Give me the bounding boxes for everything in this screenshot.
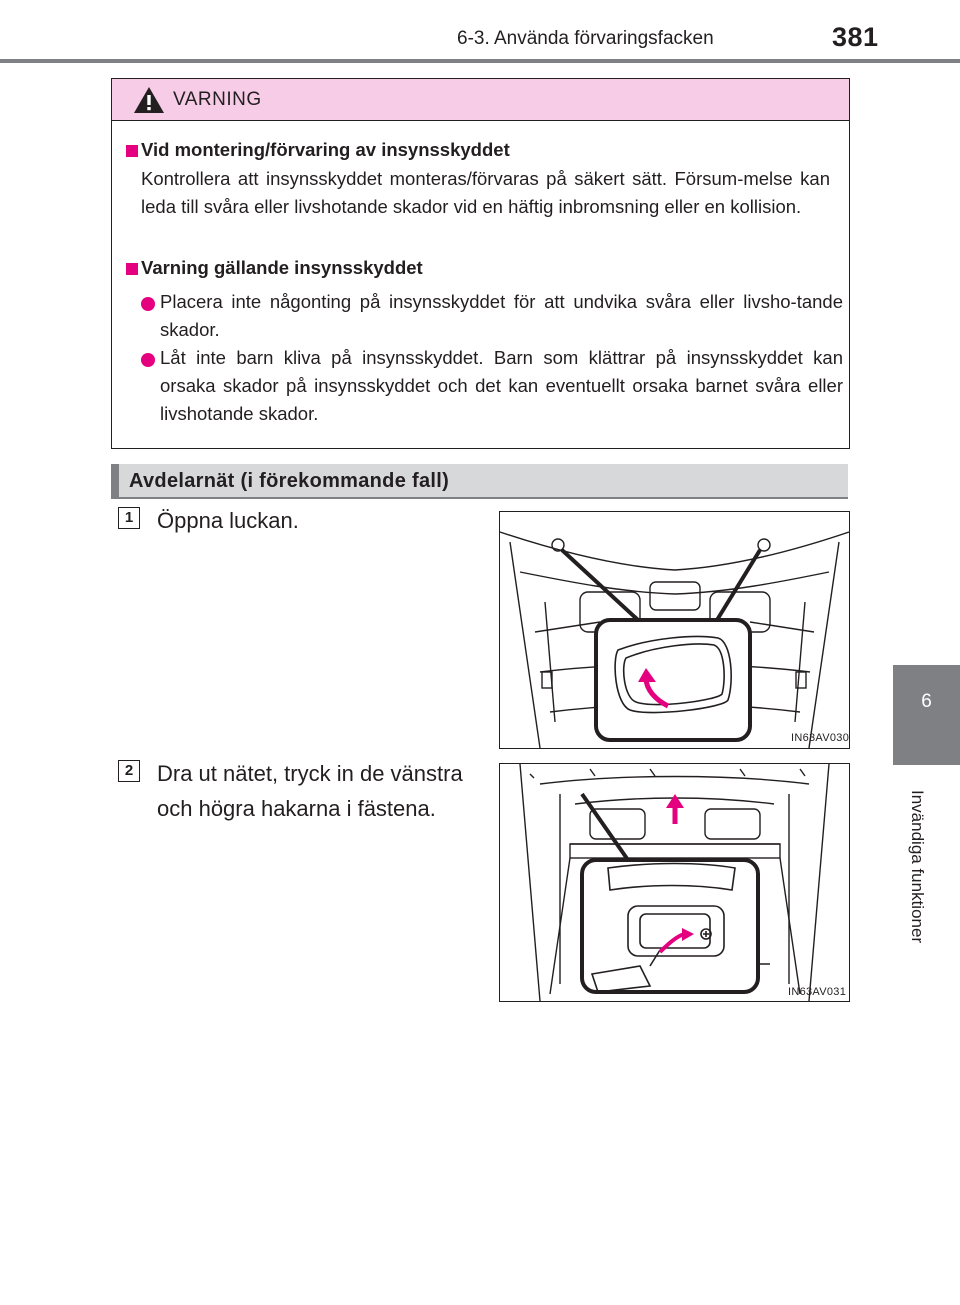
warning-paragraph-1: Kontrollera att insynsskyddet monteras/förvaras på säkert sätt. Försum-melse kan leda till svåra eller livshotande skador vid en häftig inbromsning eller en kollision. [141,168,830,217]
bullet-marker [141,297,155,311]
cargo-lid-illustration [500,512,849,748]
warning-subheading-1: Vid montering/förvaring av insynsskyddet [141,139,510,160]
step-number-1: 1 [118,507,140,529]
chapter-title: Invändiga funktioner [908,790,927,944]
cargo-net-illustration [500,764,849,1001]
chapter-tab [893,665,960,765]
step-text-2: Dra ut nätet, tryck in de vänstra och högra hakarna i fästena. [157,761,463,821]
step-number-2: 2 [118,760,140,782]
header-divider [0,59,960,63]
figure-code-1: IN63AV030 [791,732,850,744]
section-divider [111,497,848,499]
warning-title: VARNING [173,89,262,110]
bullet-marker [141,353,155,367]
warning-triangle-icon [133,86,165,114]
figure-code-2: IN63AV031 [788,986,847,998]
figure-net-hooks [499,763,850,1002]
warning-subheading-2: Varning gällande insynsskyddet [141,257,423,278]
section-title: Avdelarnät (i förekommande fall) [129,470,450,492]
section-heading-bar [111,464,848,499]
step-text-1: Öppna luckan. [157,508,299,533]
warning-bullet-2: Låt inte barn kliva på insynsskyddet. Barn som klättrar på insynsskyddet kan orsaka skador på insynsskyddet och det kan eventuellt orsaka barnet svåra eller livshotande skador. [160,347,843,424]
header-section-title: 6-3. Använda förvaringsfacken [457,28,714,49]
chapter-title-vertical [908,790,939,950]
sub-heading-marker [126,145,138,157]
warning-header [112,79,849,121]
warning-bullet-1: Placera inte någonting på insynsskyddet för att undvika svåra eller livsho-tande skador. [160,291,843,340]
warning-box [111,78,850,449]
sub-heading-marker [126,263,138,275]
figure-open-lid [499,511,850,749]
page-number: 381 [832,22,879,52]
chapter-number: 6 [921,691,932,712]
